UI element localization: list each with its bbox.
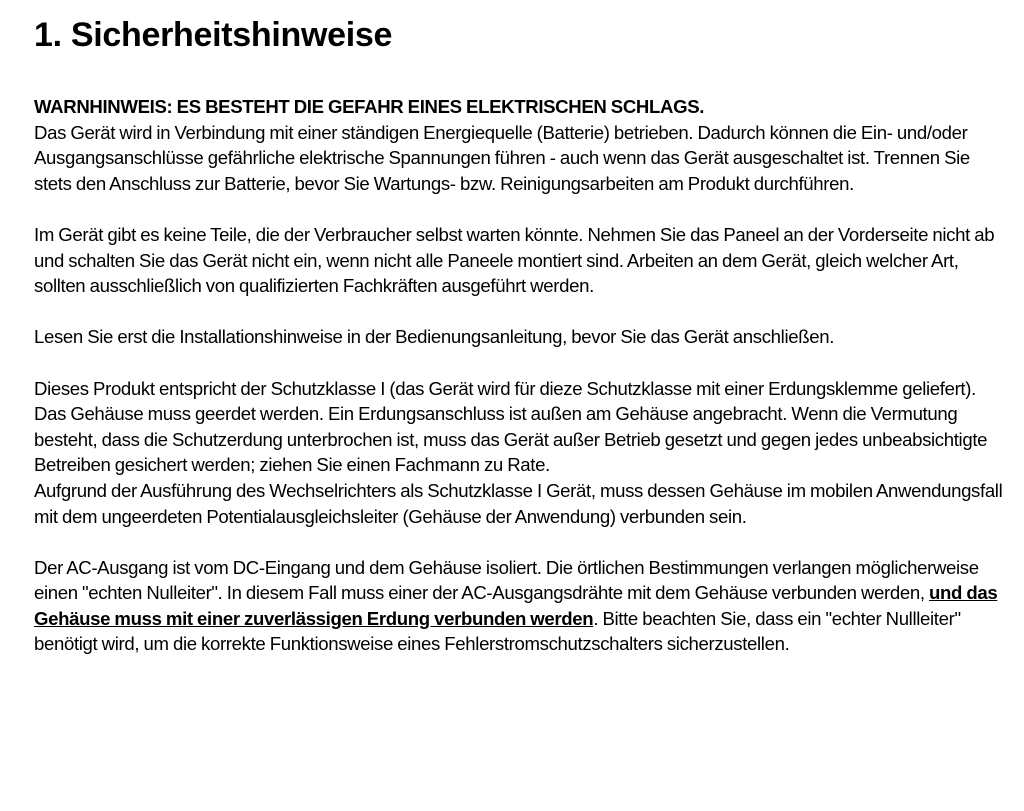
paragraph-gap [34,529,1004,555]
paragraph-gap [34,299,1004,325]
document-page [34,14,1004,657]
paragraph-no-serviceable-parts: Im Gerät gibt es keine Teile, die der Verbraucher selbst warten könnte. Nehmen Sie das Paneel an der Vorderseite nicht ab und schalten Sie das Gerät nicht ein, wenn nicht alle Paneele montiert sind. Arbeiten an dem Gerät, gleich welcher Art, sollten ausschließlich von qualifizierten Fachkräften ausgeführt werden. [34,223,995,297]
warning-heading: WARNHINWEIS: ES BESTEHT DIE GEFAHR EINES ELEKTRISCHEN SCHLAGS. [34,96,705,117]
section-heading: 1. Sicherheitshinweise [34,16,393,54]
paragraph-protection-class: Dieses Produkt entspricht der Schutzklasse I (das Gerät wird für dieze Schutzklasse mit einer Erdungsklemme geliefert). Das Gehäuse muss geerdet werden. Ein Erdungsanschluss ist außen am Gehäuse angebracht. Wenn die Vermutung besteht, dass die Schutzerdung unterbrochen ist, muss das Gerät außer Betrieb gesetzt und gegen jedes unbeabsichtigte Betreiben gesichert werden; ziehen Sie einen Fachmann zu Rate. [34,377,988,476]
section-body [34,94,1004,657]
paragraph-gap [34,196,1004,222]
grounding-emphasis: und das Gehäuse muss mit einer zuverlässigen Erdung verbunden werden [34,582,998,629]
paragraph-ac-output [34,555,1004,657]
paragraph-mobile-application: Aufgrund der Ausführung des Wechselrichters als Schutzklasse I Gerät, muss dessen Gehäuse im mobilen Anwendungsfall mit dem ungeerdeten Potentialausgleichsleiter (Gehäuse der Anwendung) verbunden sein. [34,479,1003,527]
paragraph-read-installation: Lesen Sie erst die Installationshinweise in der Bedienungsanleitung, bevor Sie das Gerät anschließen. [34,326,835,348]
paragraph-gap [34,350,1004,376]
paragraph-energy-source: Das Gerät wird in Verbindung mit einer ständigen Energiequelle (Batterie) betrieben. Dadurch können die Ein- und/oder Ausgangsanschlüsse gefährliche elektrische Spannungen führen - auch wenn das Gerät ausgeschaltet ist. Trennen Sie stets den Anschluss zur Batterie, bevor Sie Wartungs- bzw. Reinigungsarbeiten am Produkt durchführen. [34,121,970,194]
ac-output-text-end: . Bitte beachten Sie, dass ein "echter Nullleiter" benötigt wird, um die korrekte Funktionsweise eines Fehlerstromschutzschalters sicherzustellen. [34,607,961,655]
ac-output-text-start: Der AC-Ausgang ist vom DC-Eingang und dem Gehäuse isoliert. Die örtlichen Bestimmungen verlangen möglicherweise einen "echten Nulleiter". In diesem Fall muss einer der AC-Ausgangsdrähte mit dem Gehäuse verbunden werden, [34,556,979,604]
